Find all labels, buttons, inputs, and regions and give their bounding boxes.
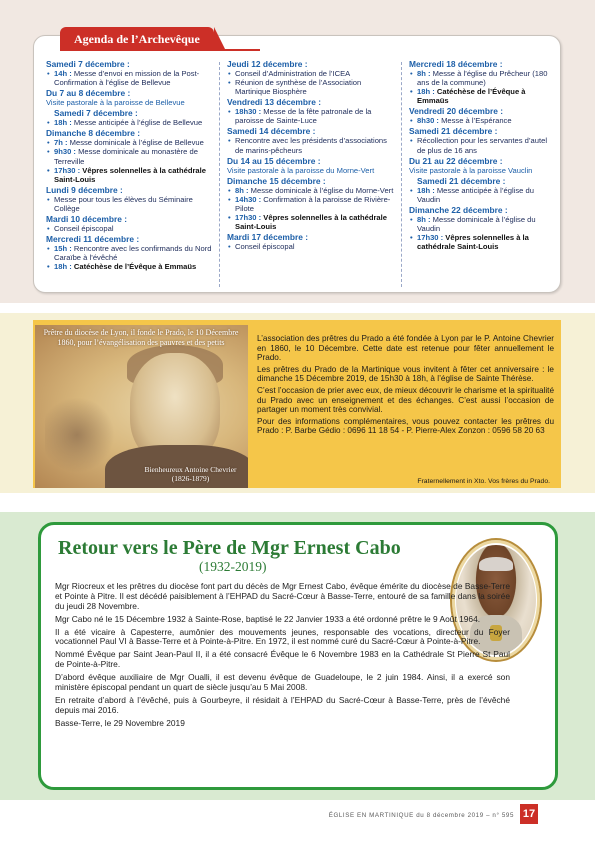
agenda-tab-title: Agenda de l’Archevêque (60, 27, 214, 51)
agenda-day-heading: Dimanche 8 décembre : (46, 128, 141, 139)
agenda-event (227, 242, 394, 251)
agenda-event-time: 8h30 : (417, 116, 439, 126)
agenda-event-time: 15h : (54, 244, 72, 254)
agenda-event-time: 8h : (235, 185, 249, 195)
agenda-day-heading: Mardi 10 décembre : (46, 214, 127, 225)
agenda-day-heading: Dimanche 15 décembre : (227, 175, 326, 186)
agenda-column-2 (227, 58, 394, 251)
agenda-event (409, 215, 554, 233)
agenda-event-time: 18h : (417, 87, 435, 97)
agenda-event (46, 224, 214, 233)
obituary-paragraph: En retraite d’abord à l’évêché, puis à Gourbeyre, il résidait à l’EHPAD du Sacré-Cœur à Basse-Terre, près de l’évêché depuis mai 2016. (55, 694, 510, 715)
agenda-event (227, 186, 394, 195)
publication-footer: ÉGLISE EN MARTINIQUE du 8 décembre 2019 – n° 595 (328, 812, 514, 819)
agenda-event (46, 147, 214, 165)
agenda-day-heading: Samedi 21 décembre : (409, 126, 498, 137)
obituary-years: (1932-2019) (199, 559, 267, 574)
portrait-hair (479, 557, 513, 571)
illustration-caption-bottom (133, 465, 248, 483)
agenda-event (409, 136, 554, 154)
agenda-day-heading: Du 14 au 15 décembre : (227, 155, 321, 166)
prado-text (257, 334, 554, 438)
agenda-event-text: Conseil épiscopal (235, 242, 295, 252)
agenda-event-time: 14h : (54, 69, 72, 78)
agenda-tab-underline (60, 49, 260, 51)
agenda-event-time: 17h30 : (417, 233, 444, 243)
agenda-event-text: Messe à l’église du Prêcheur (180 ans de la commune) (417, 69, 548, 88)
prado-paragraph: C’est l’occasion de prier avec eux, de mieux découvrir le charisme et la spiritualité du Prado avec un enseignement et des échanges. C’est aussi l’occasion de partager un moment très convivial. (257, 385, 554, 415)
agenda-event (409, 69, 554, 87)
agenda-event-time: 18h : (417, 185, 435, 195)
agenda-event (409, 233, 554, 251)
obituary-paragraph: Nommé Évêque par Saint Jean-Paul II, il a été consacré Évêque le 6 Novembre 1983 en la Cathédrale St Pierre St Paul de Pointe-à-Pitre. (55, 649, 510, 670)
agenda-event-text: Vêpres solennelles à la cathédrale Saint-Louis (54, 165, 206, 184)
obituary-paragraph: Mgr Cabo né le 15 Décembre 1932 à Sainte-Rose, baptisé le 22 Janvier 1933 a été ordonné prêtre le 9 Août 1964. (55, 613, 481, 624)
agenda-event-time: 7h : (54, 138, 68, 148)
agenda-event-text: Réunion de synthèse de l’Association Martinique Biosphère (235, 78, 362, 97)
agenda-event-text: Conseil d’Administration de l’ICEA (235, 69, 351, 78)
agenda-day-heading: Samedi 14 décembre : (227, 126, 316, 137)
agenda-event-text: Messe anticipée à l’église du Vaudin (417, 185, 534, 204)
agenda-event (409, 87, 554, 105)
agenda-event (409, 186, 554, 204)
agenda-event (46, 262, 214, 271)
agenda-column-divider (219, 62, 220, 287)
agenda-event (46, 244, 214, 262)
agenda-event-time: 8h : (417, 214, 431, 224)
agenda-event (227, 107, 394, 125)
illustration-caption-name: Bienheureux Antoine Chevrier (144, 465, 237, 474)
agenda-day-heading: Mardi 17 décembre : (227, 232, 308, 243)
prado-paragraph: Pour des informations complémentaires, vous pouvez contacter les prêtres du Prado : P. Barbe Gédio : 0696 11 18 54 - P. Pierre-Alex Zonzon : 0596 58 20 63 (257, 416, 554, 436)
agenda-event-time: 8h : (417, 69, 431, 78)
agenda-column-divider (401, 62, 402, 287)
agenda-event-text: Messe dominicale à l’église de Bellevue (69, 138, 204, 148)
agenda-event-text: Messe d’envoi en mission de la Post-Confirmation à l’église de Bellevue (54, 69, 200, 88)
agenda-event-time: 14h30 : (235, 194, 262, 204)
agenda-day-heading: Jeudi 12 décembre : (227, 59, 308, 69)
agenda-day-heading: Mercredi 18 décembre : (409, 59, 503, 69)
prado-paragraph: L’association des prêtres du Prado a été fondée à Lyon par le P. Antoine Chevrier en 1860, le 10 Décembre. Cette date est retenue pour fêter annuellement le Prado. (257, 334, 554, 363)
agenda-event-text: Messe à l’Espérance (441, 116, 512, 126)
agenda-day-heading: Lundi 9 décembre : (46, 184, 123, 195)
agenda-event-text: Messe dominicale à l’église du Morne-Vert (250, 185, 394, 195)
agenda-event (227, 213, 394, 231)
agenda-event (227, 69, 394, 78)
agenda-day-heading: Samedi 21 décembre : (417, 175, 506, 186)
obituary-paragraph: Il a été vicaire à Capesterre, aumônier des mouvements jeunes, responsable des vocations, directeur du Foyer vocationnel Paul VI à Basse-Terre et à Pointe-à-Pitre. En 1972, il est nommé curé du Sacré-Cœur à Pointe-à-Pitre. (55, 626, 510, 647)
page-number: 17 (520, 804, 538, 824)
illustration-caption-top: Prêtre du diocèse de Lyon, il fonde le Prado, le 10 Décembre 1860, pour l’évangélisation des pauvres et des petits (43, 328, 239, 347)
agenda-day-heading: Vendredi 13 décembre : (227, 97, 322, 108)
agenda-day-heading: Du 21 au 22 décembre : (409, 155, 503, 166)
agenda-event-text: Vêpres solennelles à la cathédrale Saint-Louis (235, 213, 387, 232)
agenda-day-heading: Samedi 7 décembre : (46, 59, 130, 69)
agenda-visit-note: Visite pastorale à la paroisse de Bellevue (46, 98, 185, 108)
agenda-event-time: 18h : (54, 118, 72, 128)
agenda-visit-note: Visite pastorale à la paroisse Vauclin (409, 165, 533, 175)
agenda-event-text: Vêpres solennelles à la cathédrale Saint-Louis (417, 233, 529, 252)
agenda-event-text: Rencontre avec les présidents d’associations de marins-pêcheurs (235, 136, 387, 155)
antoine-chevrier-illustration (35, 325, 248, 488)
agenda-event (46, 138, 214, 147)
agenda-event (46, 118, 214, 127)
agenda-event-time: 18h : (54, 262, 72, 272)
agenda-event (227, 195, 394, 213)
agenda-event-text: Récollection pour les servantes d’autel de plus de 16 ans (417, 136, 548, 155)
agenda-event-text: Conseil épiscopal (54, 224, 114, 234)
agenda-event-time: 9h30 : (54, 147, 76, 157)
agenda-event-text: Catéchèse de l’Évêque à Emmaüs (73, 262, 197, 272)
obituary-date-line: Basse-Terre, le 29 Novembre 2019 (55, 717, 185, 728)
obituary-paragraph: Mgr Riocreux et les prêtres du diocèse font part du décès de Mgr Ernest Cabo, évêque émérite du diocèse de Basse-Terre et Pointe à Pitre. Il est décédé paisiblement à l’EHPAD du Sacré-Cœur à Basse-Terre, entouré de sa famille dans la soirée du jeudi 28 Novembre. (55, 581, 510, 611)
prado-paragraph: Les prêtres du Prado de la Martinique vous invitent à fêter cet anniversaire : le dimanche 15 Décembre 2019, de 15h30 à 18h, à l’église de Sainte Thérèse. (257, 364, 554, 384)
agenda-day-heading: Vendredi 20 décembre : (409, 106, 504, 117)
agenda-day-heading: Du 7 au 8 décembre : (46, 88, 131, 99)
prado-signature: Fraternellement in Xto. Vos frères du Prado. (417, 478, 550, 485)
obituary-text (55, 582, 510, 732)
agenda-event (227, 78, 394, 96)
agenda-event (46, 166, 214, 184)
illustration-caption-years: (1826-1879) (171, 474, 210, 483)
agenda-event-text: Confirmation à la paroisse de Rivière-Pilote (235, 194, 391, 213)
agenda-event-text: Messe dominicale à l’église du Vaudin (417, 214, 536, 234)
agenda-event (227, 136, 394, 154)
agenda-event-text: Messe de la fête patronale de la paroisse de Sainte-Luce (235, 107, 372, 126)
agenda-event (409, 116, 554, 125)
agenda-day-heading: Samedi 7 décembre : (54, 108, 138, 119)
agenda-column-3 (409, 58, 554, 251)
obituary-paragraph: D’abord évêque auxiliaire de Mgr Oualli, il est devenu évêque de Guadeloupe, le 2 juin 1984. Ainsi, il a exercé son ministère épiscopal pendant un quart de siècle jusqu’au 5 Mai 2008. (55, 672, 510, 692)
agenda-day-heading: Dimanche 22 décembre : (409, 204, 508, 215)
obituary-title: Retour vers le Père de Mgr Ernest Cabo (58, 537, 401, 559)
agenda-event-text: Messe pour tous les élèves du Séminaire Collège (54, 194, 193, 213)
agenda-event-time: 17h30 : (235, 213, 262, 223)
agenda-event (46, 195, 214, 213)
agenda-visit-note: Visite pastorale à la paroisse du Morne-Vert (227, 165, 375, 175)
agenda-event-text: Messe dominicale au monastère de Terreville (54, 147, 198, 166)
agenda-column-1 (46, 58, 214, 271)
agenda-event-time: 17h30 : (54, 165, 81, 175)
agenda-event-text: Catéchèse de l’Évêque à Emmaüs (417, 87, 526, 106)
agenda-event (46, 69, 214, 87)
agenda-event-time: 18h30 : (235, 107, 262, 117)
agenda-day-heading: Mercredi 11 décembre : (46, 234, 140, 245)
agenda-event-text: Rencontre avec les confirmands du Nord Caraïbe à l’évêché (54, 244, 212, 263)
agenda-event-text: Messe anticipée à l’église de Bellevue (73, 118, 203, 128)
